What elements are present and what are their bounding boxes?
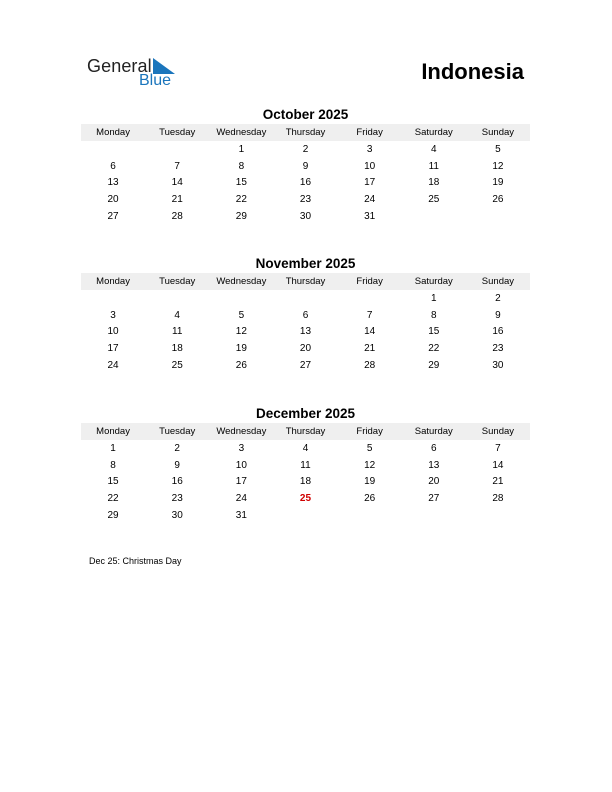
day-cell: 7 (366, 309, 373, 321)
day-cell: 5 (366, 442, 373, 454)
day-cell: 9 (174, 459, 180, 471)
day-cell: 2 (302, 143, 309, 155)
day-cell: 22 (235, 194, 247, 206)
day-cell: 6 (302, 309, 309, 321)
day-cell: 1 (238, 143, 245, 155)
day-cell: 18 (428, 177, 440, 189)
month-november (81, 255, 530, 374)
day-cell: 12 (235, 326, 247, 338)
day-cell: 30 (299, 211, 312, 223)
day-cell: 23 (492, 343, 504, 355)
day-cell: 12 (364, 459, 376, 471)
day-cell: 4 (174, 309, 180, 321)
logo-word-blue: Blue (139, 72, 172, 89)
month-grid (81, 440, 530, 524)
day-cell: 23 (171, 493, 183, 505)
weekday-label: Friday (356, 276, 383, 287)
weekday-label: Thursday (285, 127, 326, 138)
day-cell: 13 (107, 177, 119, 189)
day-cell: 13 (299, 326, 312, 338)
day-cell: 21 (364, 343, 376, 355)
day-cell: 21 (492, 476, 504, 488)
week-row (81, 191, 530, 208)
weekday-label: Tuesday (159, 426, 196, 437)
day-cell: 17 (364, 177, 376, 189)
month-title: November 2025 (255, 256, 356, 271)
day-cell: 30 (492, 360, 504, 372)
day-cell: 3 (366, 143, 373, 155)
day-cell: 18 (171, 343, 183, 355)
day-cell: 29 (235, 211, 247, 223)
weekday-label: Wednesday (216, 127, 267, 138)
day-cell: 29 (107, 510, 119, 522)
day-cell: 9 (495, 309, 501, 321)
week-row (81, 340, 530, 357)
week-row (81, 474, 530, 491)
weekday-label: Monday (96, 127, 130, 138)
week-row (81, 490, 530, 507)
logo (87, 56, 187, 92)
weekday-label: Monday (96, 276, 130, 287)
day-cell: 26 (364, 493, 376, 505)
day-cell: 31 (235, 510, 247, 522)
month-grid (81, 141, 530, 225)
day-cell: 10 (107, 326, 119, 338)
day-cell: 28 (364, 360, 376, 372)
country-title: Indonesia (421, 59, 524, 84)
day-cell: 8 (238, 160, 245, 172)
week-row (81, 158, 530, 175)
day-cell: 20 (107, 194, 119, 206)
holiday-notes (89, 556, 182, 566)
day-cell: 14 (171, 177, 183, 189)
day-cell: 11 (428, 160, 439, 172)
day-cell: 4 (430, 143, 437, 155)
day-cell: 7 (495, 442, 501, 454)
day-cell: 1 (430, 292, 437, 304)
day-cell: 17 (107, 343, 119, 355)
day-cell: 28 (492, 493, 504, 505)
day-cell: 27 (299, 360, 312, 372)
month-december (81, 405, 530, 524)
day-cell: 25 (171, 360, 183, 372)
day-cell: 26 (492, 194, 504, 206)
day-cell: 3 (238, 442, 245, 454)
day-cell: 11 (300, 459, 311, 471)
day-cell: 16 (492, 326, 504, 338)
weekday-header (81, 124, 530, 141)
day-cell: 19 (364, 476, 376, 488)
week-row (81, 208, 530, 225)
weekday-header (81, 423, 530, 440)
week-row (81, 141, 530, 158)
weekday-label: Tuesday (159, 127, 196, 138)
day-cell: 6 (430, 442, 437, 454)
day-cell: 1 (110, 442, 116, 454)
day-cell: 5 (238, 309, 245, 321)
weekday-label: Friday (356, 426, 383, 437)
week-row (81, 175, 530, 192)
day-cell: 4 (302, 442, 309, 454)
day-cell: 15 (107, 476, 119, 488)
week-row (81, 457, 530, 474)
week-row (81, 357, 530, 374)
day-cell: 24 (364, 194, 376, 206)
day-cell: 17 (235, 476, 247, 488)
day-cell: 16 (299, 177, 312, 189)
weekday-label: Tuesday (159, 276, 196, 287)
day-cell: 28 (171, 211, 183, 223)
day-cell: 10 (364, 160, 376, 172)
day-cell: 8 (430, 309, 437, 321)
month-title: December 2025 (255, 406, 356, 421)
day-cell: 23 (299, 194, 312, 206)
day-cell: 14 (364, 326, 376, 338)
week-row (81, 324, 530, 341)
day-cell: 19 (235, 343, 247, 355)
week-row (81, 507, 530, 524)
weekday-label: Friday (356, 127, 383, 138)
day-cell: 14 (492, 459, 504, 471)
day-cell: 15 (235, 177, 247, 189)
weekday-label: Thursday (285, 276, 326, 287)
day-cell: 15 (428, 326, 440, 338)
weekday-label: Saturday (414, 276, 453, 287)
weekday-label: Saturday (414, 127, 453, 138)
day-cell: 30 (171, 510, 183, 522)
logo-word-general: General (87, 56, 152, 76)
weekday-label: Wednesday (216, 276, 267, 287)
day-cell: 29 (428, 360, 440, 372)
day-cell: 6 (110, 160, 116, 172)
weekday-header (81, 273, 530, 290)
week-row (81, 440, 530, 457)
day-cell: 19 (492, 177, 504, 189)
day-cell: 8 (110, 459, 116, 471)
day-cell: 12 (492, 160, 504, 172)
day-cell: 10 (235, 459, 247, 471)
day-cell: 21 (171, 194, 183, 206)
month-title: October 2025 (262, 107, 349, 122)
weekday-label: Saturday (414, 426, 453, 437)
week-row (81, 290, 530, 307)
weekday-label: Sunday (481, 426, 515, 437)
day-cell: 27 (428, 493, 440, 505)
day-cell: 27 (107, 211, 119, 223)
day-cell: 7 (174, 160, 180, 172)
month-grid (81, 290, 530, 374)
day-cell: 25 (428, 194, 440, 206)
weekday-label: Sunday (481, 276, 515, 287)
day-cell: 18 (299, 476, 312, 488)
day-cell: 20 (299, 343, 312, 355)
weekday-label: Wednesday (216, 426, 267, 437)
day-cell: 24 (107, 360, 119, 372)
week-row (81, 307, 530, 324)
day-cell: 22 (428, 343, 440, 355)
day-cell: 31 (364, 211, 376, 223)
day-cell: 26 (235, 360, 247, 372)
day-cell: 3 (110, 309, 116, 321)
day-cell: 2 (495, 292, 501, 304)
day-cell: 25 (299, 493, 312, 505)
day-cell: 2 (174, 442, 180, 454)
month-october (81, 106, 530, 225)
weekday-label: Thursday (285, 426, 326, 437)
day-cell: 24 (235, 493, 247, 505)
weekday-label: Monday (96, 426, 130, 437)
holiday-note: Dec 25: Christmas Day (89, 556, 182, 566)
day-cell: 22 (107, 493, 119, 505)
day-cell: 20 (428, 476, 440, 488)
day-cell: 11 (172, 326, 183, 338)
weekday-label: Sunday (481, 127, 515, 138)
day-cell: 16 (171, 476, 183, 488)
day-cell: 5 (495, 143, 501, 155)
day-cell: 9 (302, 160, 309, 172)
day-cell: 13 (428, 459, 440, 471)
